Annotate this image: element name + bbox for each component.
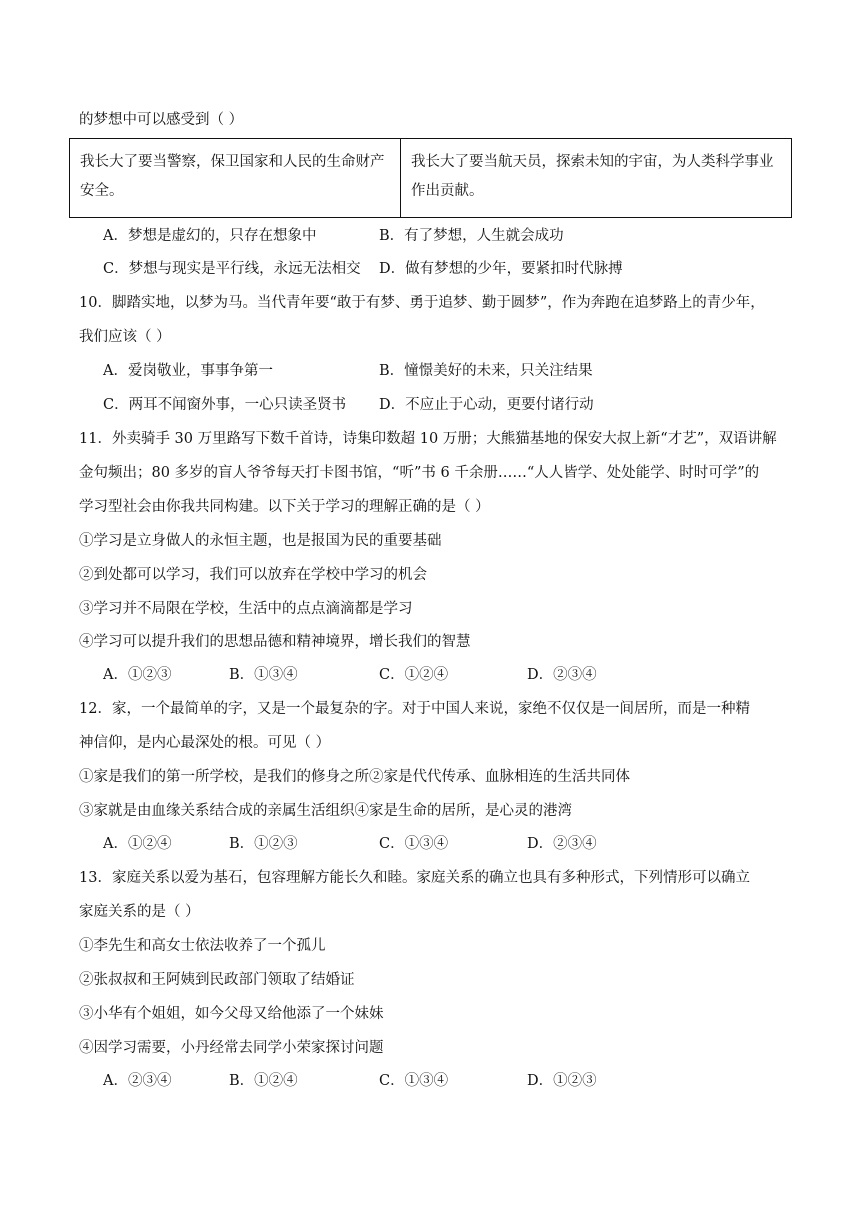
- q12-stem-line1: 12．家，一个最简单的字，又是一个最复杂的字。对于中国人来说，家绝不仅仅是一间居所，而是一种精: [79, 701, 750, 717]
- q10-option-d: D．不应止于心动，更要付诸行动: [379, 397, 594, 413]
- q11-item-4: ④学习可以提升我们的思想品德和精神境界，增长我们的智慧: [79, 634, 471, 650]
- q12-stem-line2: 神信仰，是内心最深处的根。可见（ ）: [79, 735, 331, 751]
- q11-item-2: ②到处都可以学习，我们可以放弃在学校中学习的机会: [79, 567, 427, 583]
- q10-stem-line1: 10．脚踏实地，以梦为马。当代青年要“敢于有梦、勇于追梦、勤于圆梦”，作为奔跑在追梦路上的青少年，: [79, 295, 765, 311]
- q11-option-b: B．①③④: [229, 667, 298, 683]
- q9-option-a: A．梦想是虚幻的，只存在想象中: [103, 228, 317, 244]
- q13-option-b: B．①②④: [229, 1073, 298, 1089]
- q12-items-line2: ③家就是由血缘关系结合成的亲属生活组织④家是生命的居所，是心灵的港湾: [79, 803, 572, 819]
- q9-stem-tail: 的梦想中可以感受到（ ）: [79, 112, 244, 128]
- q13-item-3: ③小华有个姐姐，如今父母又给他添了一个妹妹: [79, 1006, 384, 1022]
- q12-option-b: B．①②③: [229, 836, 298, 852]
- q9-option-b: B．有了梦想，人生就会成功: [379, 228, 564, 244]
- q13-option-a: A．②③④: [103, 1073, 172, 1089]
- q9-option-c: C．梦想与现实是平行线，永远无法相交: [103, 261, 361, 277]
- q10-option-c: C．两耳不闻窗外事，一心只读圣贤书: [103, 397, 347, 413]
- q13-item-2: ②张叔叔和王阿姨到民政部门领取了结婚证: [79, 972, 355, 988]
- q11-stem-line1: 11．外卖骑手 30 万里路写下数千首诗，诗集印数超 10 万册；大熊猫基地的保安大叔上新“才艺”，双语讲解: [79, 431, 777, 447]
- q12-option-a: A．①②④: [103, 836, 172, 852]
- q13-option-d: D．①②③: [527, 1073, 597, 1089]
- q9-table-left-cell: 我长大了要当警察，保卫国家和人民的生命财产安全。: [70, 139, 401, 218]
- q11-item-1: ①学习是立身做人的永恒主题，也是报国为民的重要基础: [79, 533, 442, 549]
- q12-option-c: C．①③④: [379, 836, 449, 852]
- q10-stem-line2: 我们应该（ ）: [79, 329, 171, 345]
- q12-items-line1: ①家是我们的第一所学校，是我们的修身之所②家是代代传承、血脉相连的生活共同体: [79, 769, 630, 785]
- q13-stem-line2: 家庭关系的是（ ）: [79, 904, 200, 920]
- q9-option-d: D．做有梦想的少年，要紧扣时代脉搏: [379, 261, 623, 277]
- q13-stem-line1: 13．家庭关系以爱为基石，包容理解方能长久和睦。家庭关系的确立也具有多种形式，下列情形可以确立: [79, 870, 750, 886]
- q10-option-a: A．爱岗敬业，事事争第一: [103, 363, 273, 379]
- q11-option-d: D．②③④: [527, 667, 597, 683]
- q12-option-d: D．②③④: [527, 836, 597, 852]
- q11-option-c: C．①②④: [379, 667, 449, 683]
- q13-item-1: ①李先生和高女士依法收养了一个孤儿: [79, 938, 326, 954]
- q13-option-c: C．①③④: [379, 1073, 449, 1089]
- q10-option-b: B．憧憬美好的未来，只关注结果: [379, 363, 593, 379]
- q13-item-4: ④因学习需要，小丹经常去同学小荣家探讨问题: [79, 1040, 384, 1056]
- q11-item-3: ③学习并不局限在学校，生活中的点点滴滴都是学习: [79, 601, 413, 617]
- q11-option-a: A．①②③: [103, 667, 172, 683]
- q11-stem-line3: 学习型社会由你我共同构建。以下关于学习的理解正确的是（ ）: [79, 499, 490, 515]
- q9-table-right-cell: 我长大了要当航天员，探索未知的宇宙，为人类科学事业作出贡献。: [401, 139, 792, 218]
- q11-stem-line2: 金句频出；80 多岁的盲人爷爷每天打卡图书馆，“听”书 6 千余册……“人人皆学、处处能学、时时可学”的: [79, 465, 760, 481]
- q9-dream-table: [69, 138, 792, 218]
